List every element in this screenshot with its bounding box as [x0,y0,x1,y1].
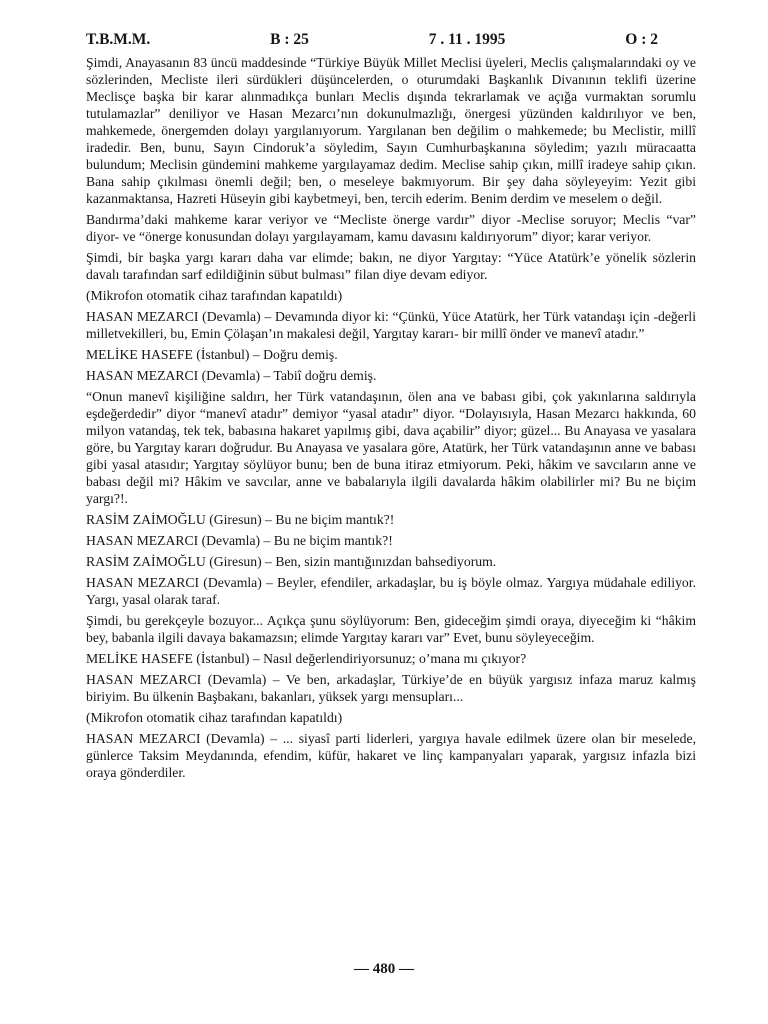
document-body [86,54,696,785]
paragraph: RASİM ZAİMOĞLU (Giresun) – Bu ne biçim mantık?! [86,512,395,527]
paragraph: Şimdi, bu gerekçeyle bozuyor... Açıkça şunu söylüyorum: Ben, gideceğim şimdi oraya, diyeceğim ki “hâkim bey, babanla ilgili davaya bakamazsın; elimde Yargıtay kararı var” Evet, bunu söyleyeceğim. [86,613,696,645]
paragraph: Şimdi, bir başka yargı kararı daha var elimde; bakın, ne diyor Yargıtay: “Yüce Atatürk’e yönelik sözlerin davalı tarafından sarf edildiğinin sübut bulması” filan diye devam ediyor. [86,250,696,282]
paragraph: HASAN MEZARCI (Devamla) – Devamında diyor ki: “Çünkü, Yüce Atatürk, her Türk vatandaşı için -değerli milletvekilleri, bu, Emin Çölaşan’ın makalesi değil, Yargıtay kararı- bir millî önder ve manevî atadır.” [86,309,696,341]
page-number: — 480 — [354,961,414,977]
page-header [86,31,658,49]
paragraph: HASAN MEZARCI (Devamla) – Ve ben, arkadaşlar, Türkiye’de en büyük yargısız infaza maruz kalmış biriyim. Bu ülkenin Başbakanı, bakanları, yüksek yargı mensupları... [86,672,696,704]
header-session: B : 25 [270,31,309,48]
header-org: T.B.M.M. [86,31,151,48]
paragraph: HASAN MEZARCI (Devamla) – ... siyasî parti liderleri, yargıya havale edilmek üzere olan bir meselede, günlerce Taksim Meydanında, efendim, küfür, hakaret ve linç kampanyaları yaparak, yargısız infazla bizi oraya gönderdiler. [86,731,696,780]
paragraph: (Mikrofon otomatik cihaz tarafından kapatıldı) [86,710,343,725]
paragraph: HASAN MEZARCI (Devamla) – Tabiî doğru demiş. [86,368,377,383]
header-sitting: O : 2 [625,31,658,48]
paragraph: (Mikrofon otomatik cihaz tarafından kapatıldı) [86,288,343,303]
paragraph: Bandırma’daki mahkeme karar veriyor ve “Mecliste önerge vardır” diyor -Meclise soruyor; Meclis “var” diyor- ve “önerge konusundan dolayı yargılayamam, kamu davasını kaldırıyorum” diyor; karar veriyor. [86,212,696,244]
header-date: 7 . 11 . 1995 [428,31,506,48]
paragraph: HASAN MEZARCI (Devamla) – Beyler, efendiler, arkadaşlar, bu iş böyle olmaz. Yargıya müdahale ediliyor. Yargı, yasal olarak taraf. [86,575,696,607]
paragraph: HASAN MEZARCI (Devamla) – Bu ne biçim mantık?! [86,533,393,548]
paragraph: Şimdi, Anayasanın 83 üncü maddesinde “Türkiye Büyük Millet Meclisi üyeleri, Meclis çalışmalarındaki oy ve sözlerinden, Mecliste ileri sürdükleri düşüncelerden, o oturumdaki Başkanlık Divanının teklifi üzerine Meclisçe başka bir karar alınmadıkça bunları Meclis dışında tekrarlamak ve açığa vurmaktan sorumlu tutulamazlar” deniliyor ve Hasan Mezarcı’nın dokunulmazlığı, önergesi yüzünden kaldırılıyor ve ben, mahkemede, önergemden dolayı yargılanıyorum. Yargılanan ben değilim o mahkemede; bu Meclistir, millî iradedir. Ben, bunu, Sayın Cindoruk’a söyledim, Sayın Cumhurbaşkanına söyledim; yazılı müracaatta bulundum; Meclisin gündemini mahkeme yargılayamaz dedim. Meclise sahip çıkın, millî iradeye sahip çıkın. Bana sahip çıkılması önemli değil; ben, o meseleye bakmıyorum. Bir şey daha söyleyeyim: Yezit gibi kazanmaktansa, Hazreti Hüseyin gibi kaybetmeyi, ben, tercih ederim. Benim derdim ve meselem o değil. [86,55,696,206]
paragraph: MELİKE HASEFE (İstanbul) – Nasıl değerlendiriyorsunuz; o’mana mı çıkıyor? [86,651,527,666]
paragraph: RASİM ZAİMOĞLU (Giresun) – Ben, sizin mantığınızdan bahsediyorum. [86,554,497,569]
paragraph: “Onun manevî kişiliğine saldırı, her Türk vatandaşının, ölen ana ve babası gibi, çok yakınlarına saldırıyla eşdeğerdedir” diyor “manevî atadır” demiyor “yasal atadır” diyor. “Dolayısıyla, Hasan Mezarcı hakkında, 60 milyon vatandaş, tek tek, babasına hakaret yapılmış gibi, dava açabilir” diyor; güzel... Bu Anayasa ve yasalara göre, bu Yargıtay kararı doğrudur. Bu Anayasa ve yasalara göre, Atatürk, her Türk vatandaşının anne ve babası gibi yasal atasıdır; Yargıtay söylüyor bunu; ben de buna itiraz etmiyorum. Peki, hâkim ve savcıların anne ve babası değil mi? Hâkim ve savcılar, anne ve babalarıyla ilgili davalarda hâkim olabilirler mi? Bu ne biçim yargı?!. [86,389,696,506]
paragraph: MELİKE HASEFE (İstanbul) – Doğru demiş. [86,347,338,362]
